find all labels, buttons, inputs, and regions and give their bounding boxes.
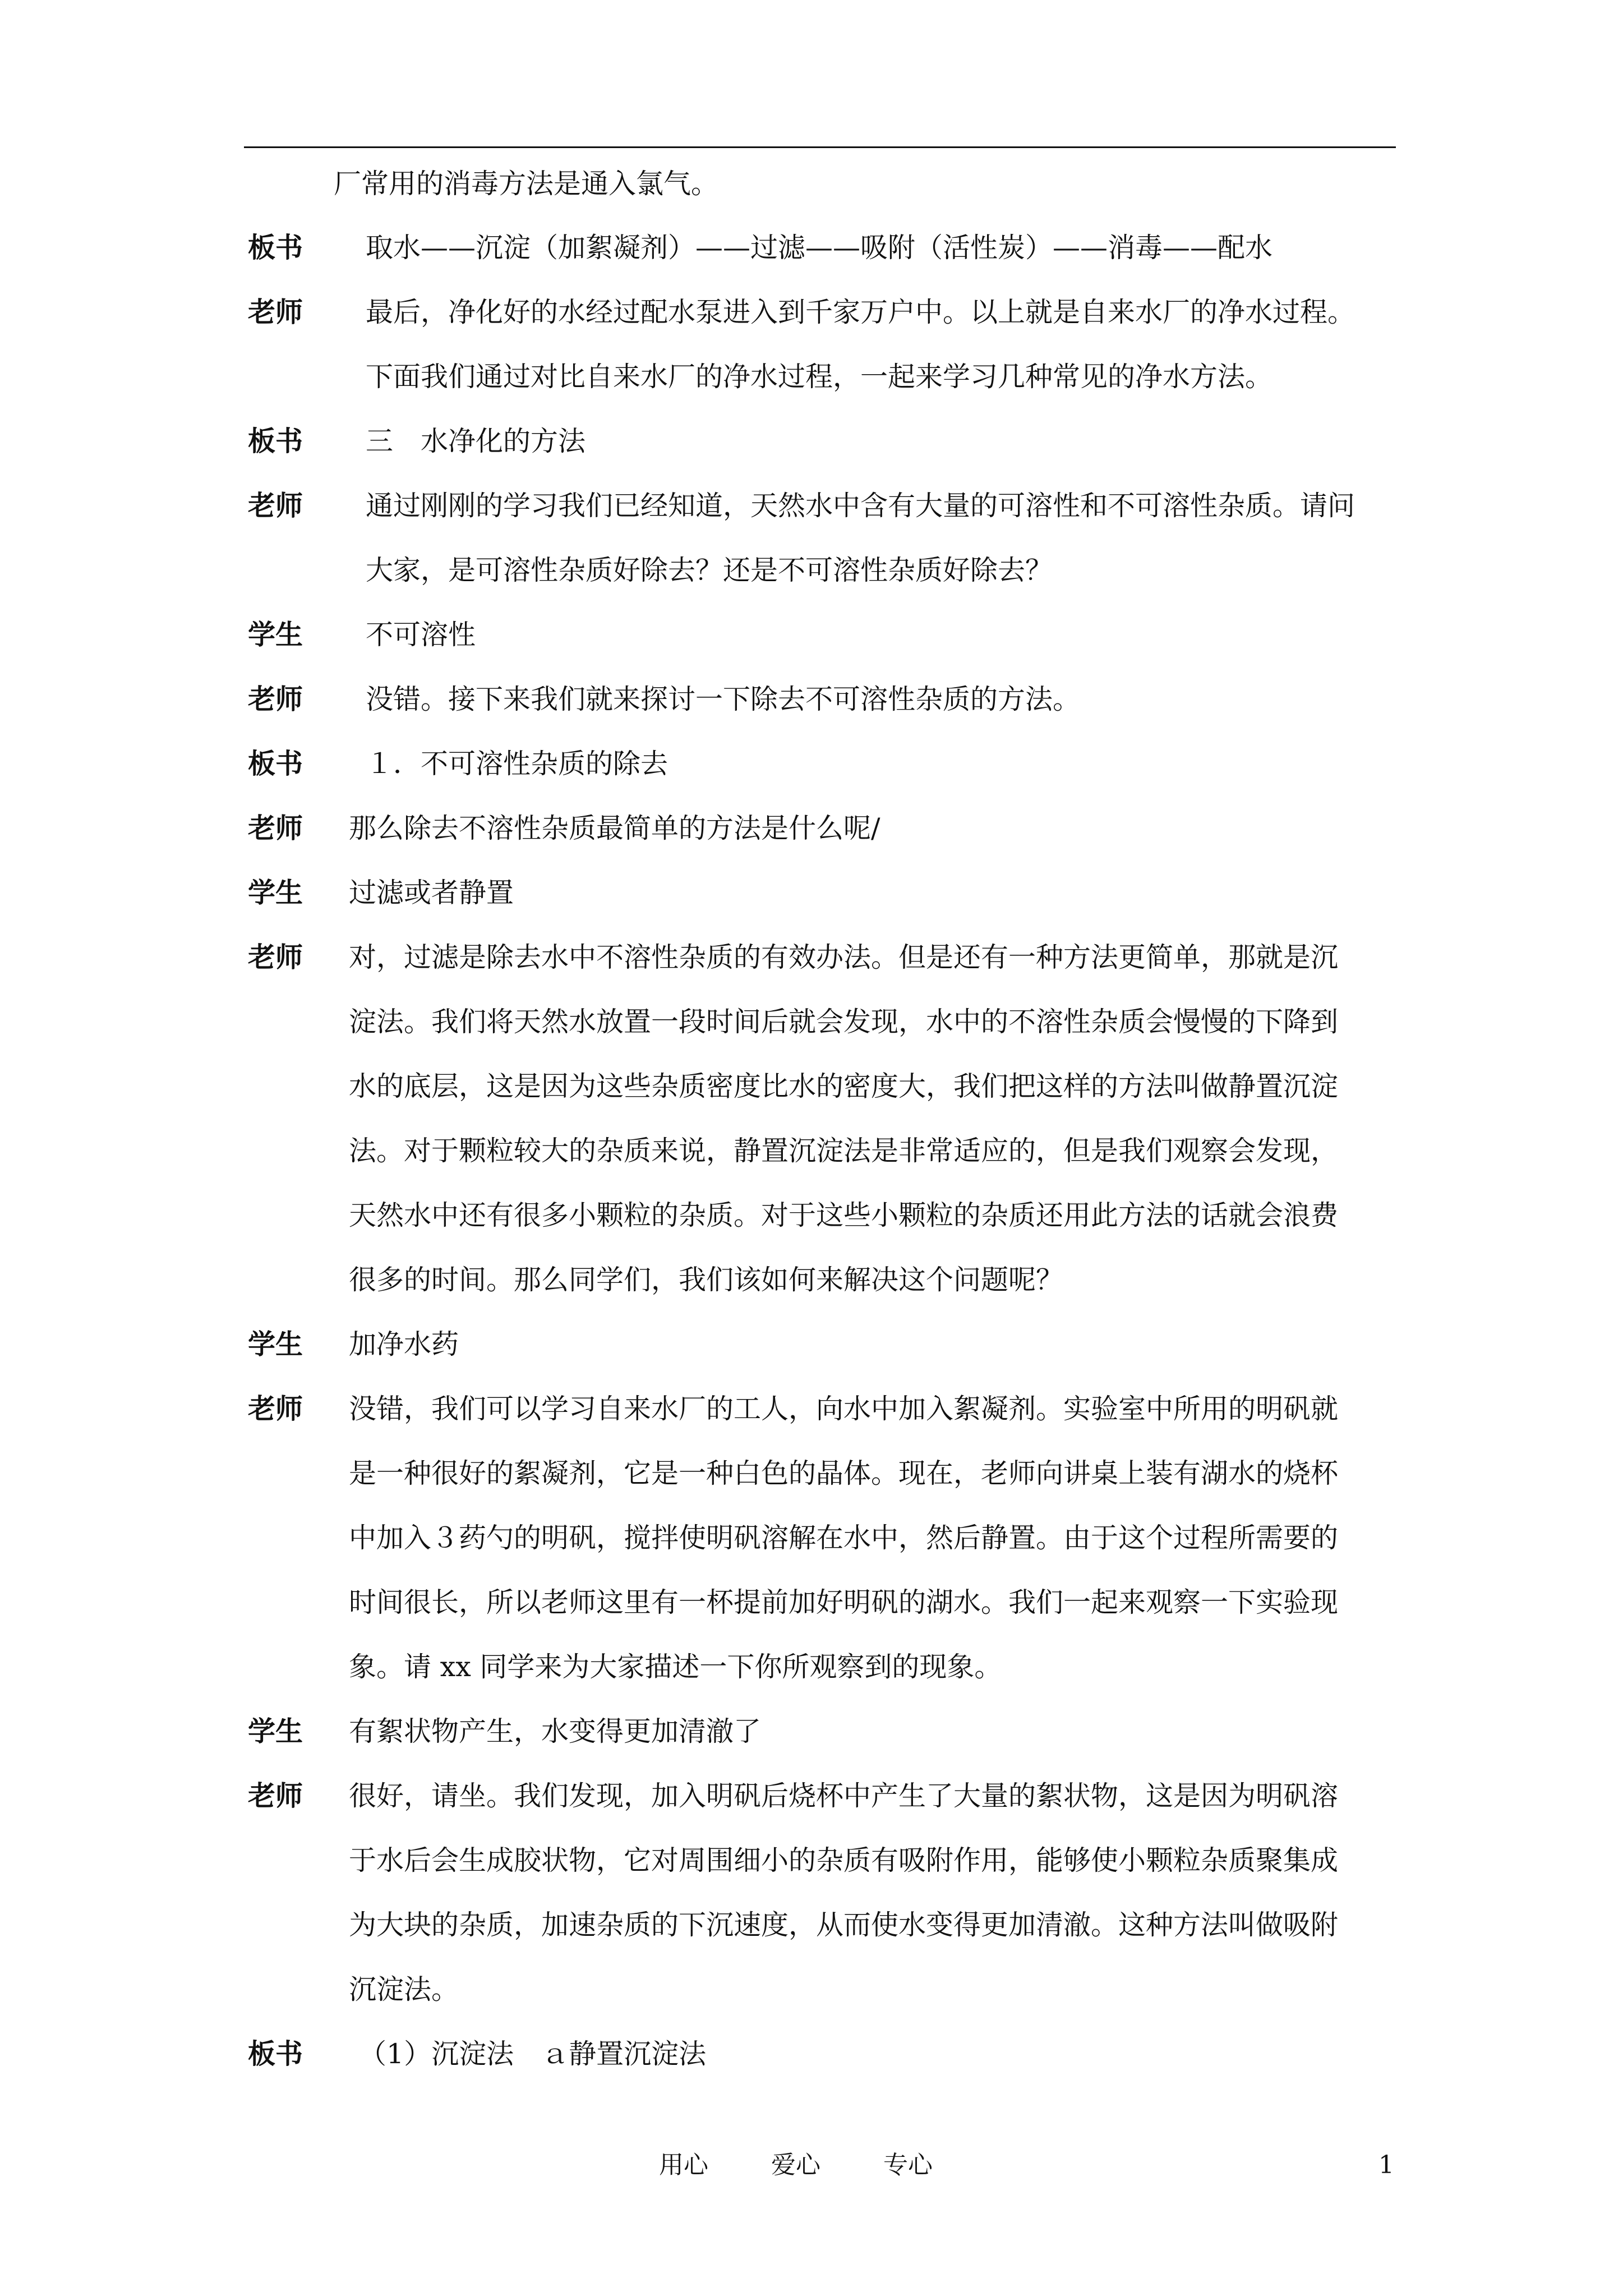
body-line: 淀法。我们将天然水放置一段时间后就会发现，水中的不溶性杂质会慢慢的下降到 — [349, 1006, 1339, 1038]
body-line: 过滤或者静置 — [349, 877, 514, 909]
header-rule — [244, 146, 1396, 148]
body-line: 加净水药 — [349, 1328, 459, 1360]
speaker-label: 学生 — [248, 619, 303, 651]
speaker-label: 板书 — [248, 425, 303, 457]
speaker-label: 老师 — [248, 1393, 303, 1425]
body-line: 不可溶性 — [366, 619, 476, 651]
footer-motto-item: 爱心 — [771, 2151, 820, 2179]
body-line: 象。请 xx 同学来为大家描述一下你所观察到的现象。 — [349, 1651, 1002, 1683]
speaker-label: 学生 — [248, 877, 303, 909]
body-line: 中加入３药勺的明矾，搅拌使明矾溶解在水中，然后静置。由于这个过程所需要的 — [349, 1522, 1339, 1554]
body-line: １．不可溶性杂质的除去 — [366, 748, 668, 780]
body-line: 水的底层，这是因为这些杂质密度比水的密度大，我们把这样的方法叫做静置沉淀 — [349, 1070, 1339, 1102]
body-line: 对，过滤是除去水中不溶性杂质的有效办法。但是还有一种方法更简单，那就是沉 — [349, 941, 1339, 973]
speaker-label: 板书 — [248, 2038, 303, 2070]
speaker-label: 老师 — [248, 812, 303, 844]
body-line: 下面我们通过对比自来水厂的净水过程，一起来学习几种常见的净水方法。 — [366, 361, 1273, 393]
speaker-label: 学生 — [248, 1328, 303, 1360]
body-line: 没错。接下来我们就来探讨一下除去不可溶性杂质的方法。 — [366, 683, 1081, 715]
body-line: 那么除去不溶性杂质最简单的方法是什么呢/ — [349, 812, 880, 844]
body-line: 厂常用的消毒方法是通入氯气。 — [334, 168, 719, 200]
body-line: 沉淀法。 — [349, 1973, 459, 2005]
body-line: 时间很长，所以老师这里有一杯提前加好明矾的湖水。我们一起来观察一下实验现 — [349, 1586, 1339, 1618]
body-line: 很多的时间。那么同学们，我们该如何来解决这个问题呢？ — [349, 1264, 1064, 1296]
body-line: 是一种很好的絮凝剂，它是一种白色的晶体。现在，老师向讲桌上装有湖水的烧杯 — [349, 1457, 1339, 1489]
body-line: 没错，我们可以学习自来水厂的工人，向水中加入絮凝剂。实验室中所用的明矾就 — [349, 1393, 1339, 1425]
body-line: 取水——沉淀（加絮凝剂）——过滤——吸附（活性炭）——消毒——配水 — [366, 232, 1273, 264]
speaker-label: 老师 — [248, 296, 303, 328]
body-line: 有絮状物产生，水变得更加清澈了 — [349, 1715, 762, 1747]
body-line: 于水后会生成胶状物，它对周围细小的杂质有吸附作用，能够使小颗粒杂质聚集成 — [349, 1844, 1339, 1876]
speaker-label: 板书 — [248, 232, 303, 264]
footer-motto-item: 用心 — [659, 2151, 708, 2179]
footer-motto-item: 专心 — [883, 2151, 933, 2179]
body-line: 三 水净化的方法 — [366, 425, 586, 457]
page-number: 1 — [1378, 2151, 1394, 2179]
body-line: 为大块的杂质，加速杂质的下沉速度，从而使水变得更加清澈。这种方法叫做吸附 — [349, 1909, 1339, 1941]
body-line: 天然水中还有很多小颗粒的杂质。对于这些小颗粒的杂质还用此方法的话就会浪费 — [349, 1199, 1339, 1231]
speaker-label: 老师 — [248, 941, 303, 973]
body-line: （1）沉淀法 ａ静置沉淀法 — [359, 2038, 707, 2070]
speaker-label: 老师 — [248, 490, 303, 522]
body-line: 法。对于颗粒较大的杂质来说，静置沉淀法是非常适应的，但是我们观察会发现， — [349, 1135, 1339, 1167]
speaker-label: 板书 — [248, 748, 303, 780]
speaker-label: 老师 — [248, 1780, 303, 1812]
speaker-label: 学生 — [248, 1715, 303, 1747]
body-line: 最后，净化好的水经过配水泵进入到千家万户中。以上就是自来水厂的净水过程。 — [366, 296, 1355, 328]
body-line: 很好，请坐。我们发现，加入明矾后烧杯中产生了大量的絮状物，这是因为明矾溶 — [349, 1780, 1339, 1812]
body-line: 大家，是可溶性杂质好除去？还是不可溶性杂质好除去？ — [366, 554, 1053, 586]
body-line: 通过刚刚的学习我们已经知道，天然水中含有大量的可溶性和不可溶性杂质。请问 — [366, 490, 1355, 522]
speaker-label: 老师 — [248, 683, 303, 715]
